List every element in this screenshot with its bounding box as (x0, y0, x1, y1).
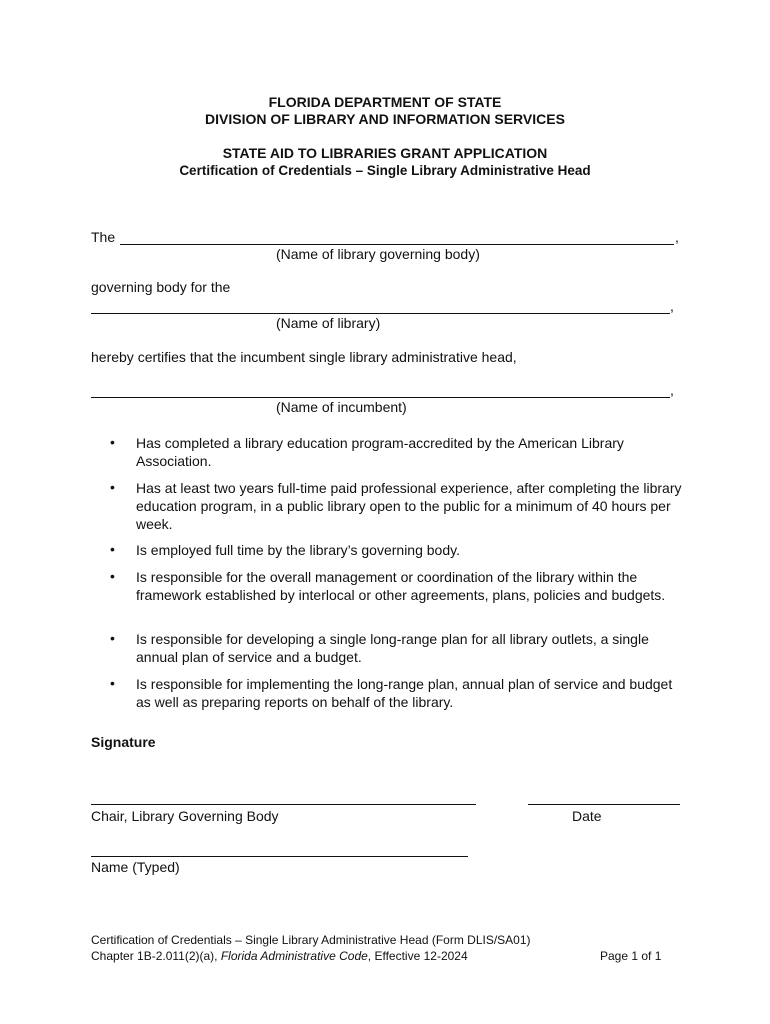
chair-label: Chair, Library Governing Body (91, 808, 279, 824)
name-typed-label: Name (Typed) (91, 859, 180, 875)
governing-body-caption: (Name of library governing body) (276, 246, 480, 262)
incumbent-caption: (Name of incumbent) (276, 399, 407, 415)
date-field[interactable] (528, 804, 680, 805)
division-name: DIVISION OF LIBRARY AND INFORMATION SERVICES (205, 111, 565, 127)
list-item: Is responsible for developing a single long-range plan for all library outlets, a single annual plan of service and a budget. (136, 631, 649, 665)
list-item: Is employed full time by the library’s governing body. (136, 542, 460, 558)
bullet-icon: • (110, 479, 115, 495)
footer-citation-prefix: Chapter 1B-2.011(2)(a), (91, 949, 221, 963)
chair-signature-field[interactable] (91, 804, 476, 805)
list-item: Has at least two years full-time paid professional experience, after completing the library education program, in a public library open to the public for a minimum of 40 hours per week. (136, 480, 682, 532)
form-subtitle: Certification of Credentials – Single Library Administrative Head (179, 163, 591, 178)
form-title: STATE AID TO LIBRARIES GRANT APPLICATION (222, 145, 548, 161)
bullet-icon: • (110, 630, 115, 646)
bullet-icon: • (110, 675, 115, 691)
the-label: The (91, 229, 116, 245)
library-name-caption: (Name of library) (276, 315, 381, 331)
governing-body-field[interactable] (120, 244, 674, 245)
signature-heading: Signature (91, 734, 156, 750)
agency-name: FLORIDA DEPARTMENT OF STATE (268, 94, 502, 110)
certifies-text: hereby certifies that the incumbent single library administrative head, (91, 349, 517, 365)
typed-name-field[interactable] (91, 856, 468, 857)
governing-for-label: governing body for the (91, 279, 231, 295)
date-label: Date (572, 808, 602, 824)
page-number: Page 1 of 1 (600, 949, 662, 963)
library-name-field[interactable] (91, 313, 670, 314)
footer-citation (91, 949, 468, 963)
comma: , (670, 382, 674, 398)
list-item: Is responsible for implementing the long-range plan, annual plan of service and budget as well as preparing reports on behalf of the library. (136, 676, 673, 710)
comma: , (675, 229, 679, 245)
list-item: Has completed a library education program-accredited by the American Library Association. (136, 435, 624, 469)
bullet-icon: • (110, 568, 115, 584)
bullet-icon: • (110, 541, 115, 557)
bullet-icon: • (110, 434, 115, 450)
footer-citation-suffix: , Effective 12-2024 (367, 949, 468, 963)
incumbent-name-field[interactable] (91, 397, 670, 398)
comma: , (670, 298, 674, 314)
footer-citation-code: Florida Administrative Code (220, 949, 368, 963)
list-item: Is responsible for the overall management or coordination of the library within the framework established by interlocal or other agreements, plans, policies and budgets. (136, 569, 666, 603)
footer-form-title: Certification of Credentials – Single Library Administrative Head (Form DLIS/SA01) (91, 933, 531, 947)
